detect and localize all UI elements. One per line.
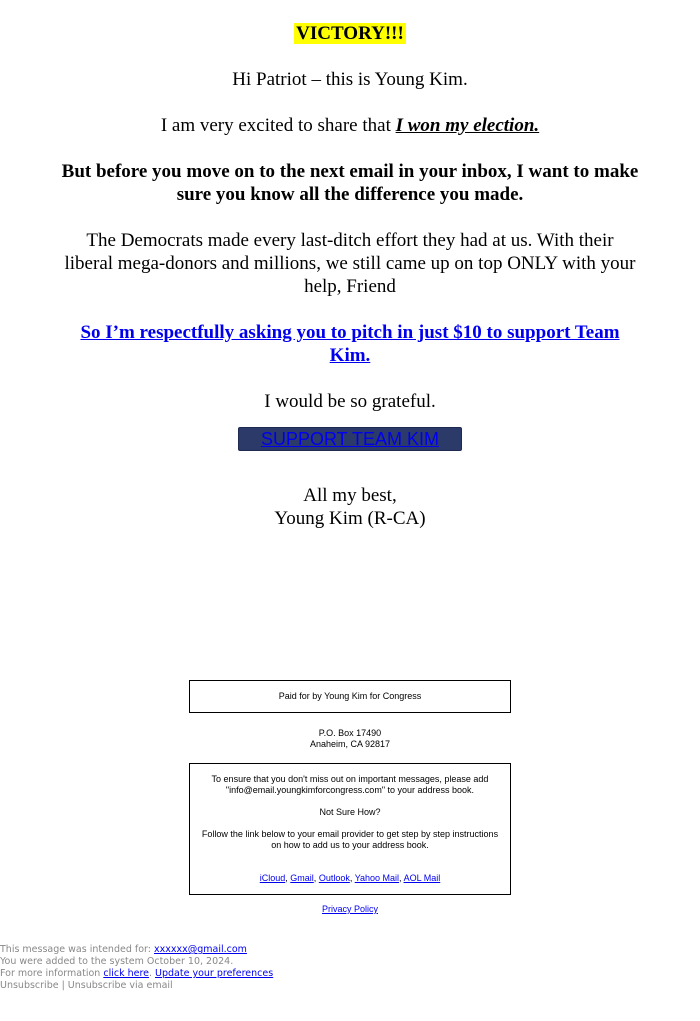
email-provider-links: iCloud, Gmail, Outlook, Yahoo Mail, AOL Mail	[259, 873, 441, 883]
signoff	[60, 484, 640, 530]
share-prefix: I am very excited to share that	[160, 115, 396, 136]
intended-recipient-line	[0, 944, 400, 956]
grateful-line: I would be so grateful.	[264, 391, 436, 412]
share-paragraph	[60, 114, 640, 137]
signoff-line-1: All my best,	[303, 485, 397, 506]
paid-for-disclaimer-box	[189, 680, 511, 713]
address-line-2: Anaheim, CA 92817	[309, 739, 391, 749]
intended-label: This message was intended for:	[0, 944, 154, 955]
paid-for-text: Paid for by Young Kim for Congress	[278, 691, 422, 701]
provider-link-aol[interactable]: AOL Mail	[403, 873, 441, 883]
update-preferences-link[interactable]: Update your preferences	[155, 968, 274, 979]
provider-link-outlook[interactable]: Outlook	[318, 873, 350, 883]
added-date-line: You were added to the system October 10, 2024.	[0, 956, 234, 967]
headline: VICTORY!!!	[296, 23, 404, 44]
difference-paragraph: But before you move on to the next email in your inbox, I want to make sure you know all the difference you made.	[61, 161, 639, 205]
democrats-paragraph: The Democrats made every last-ditch effort they had at us. With their liberal mega-donors and millions, we still came up on top ONLY with your help, Friend	[64, 230, 636, 297]
provider-link-yahoo[interactable]: Yahoo Mail	[354, 873, 400, 883]
address-line-1: P.O. Box 17490	[318, 728, 382, 738]
system-footer	[0, 944, 400, 992]
election-win-emphasis: I won my election.	[395, 115, 540, 136]
donate-ask-link[interactable]: So I’m respectfully asking you to pitch in just $10 to support Team Kim.	[80, 322, 620, 366]
support-team-kim-button[interactable]: SUPPORT TEAM KIM	[238, 427, 462, 451]
privacy-policy-link[interactable]: Privacy Policy	[321, 904, 378, 914]
more-info-line	[0, 968, 400, 980]
more-info-label: For more information	[0, 968, 104, 979]
headline-container	[60, 22, 640, 45]
not-sure-how: Not Sure How?	[319, 807, 381, 817]
address-book-info-box	[189, 763, 511, 895]
unsubscribe-line[interactable]: Unsubscribe | Unsubscribe via email	[0, 980, 173, 991]
signoff-signature: Young Kim (R-CA)	[274, 508, 426, 529]
recipient-email-link[interactable]: xxxxxx@gmail.com	[154, 944, 247, 955]
address-book-notice: To ensure that you don't miss out on important messages, please add "info@email.youngkimforcongress.com" to your address book.	[211, 774, 489, 795]
mailing-address	[189, 728, 511, 750]
email-body	[60, 0, 640, 530]
click-here-link[interactable]: click here	[103, 968, 149, 979]
provider-link-gmail[interactable]: Gmail	[290, 873, 314, 883]
follow-instructions: Follow the link below to your email provider to get step by step instructions on how to add us to your address book.	[201, 829, 499, 850]
greeting: Hi Patriot – this is Young Kim.	[232, 69, 468, 90]
more-info-separator: .	[149, 968, 156, 979]
cta-container	[60, 427, 640, 451]
provider-link-icloud[interactable]: iCloud	[259, 873, 286, 883]
privacy-container	[189, 904, 511, 915]
